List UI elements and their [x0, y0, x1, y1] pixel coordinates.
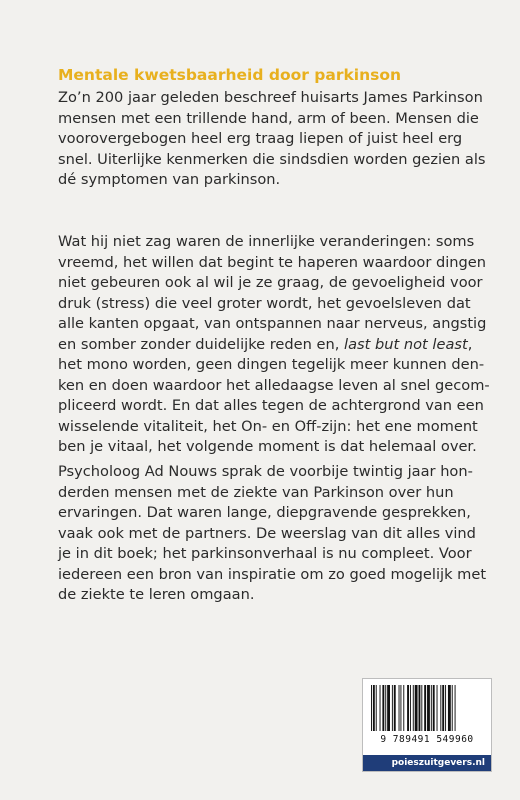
text-line-with-emphasis: en somber zonder duidelijke reden en, last but not least,	[58, 335, 473, 353]
text-line: dé symptomen van parkinson.	[58, 171, 281, 188]
heading: Mentale kwetsbaarheid door parkinson	[58, 66, 402, 84]
text-line: vaak ook met de partners. De weerslag van dit alles vind	[58, 524, 476, 542]
publisher-url: poieszuitgevers.nl	[391, 758, 485, 768]
text-line: vreemd, het willen dat begint te haperen waardoor dingen	[58, 253, 487, 271]
text-line: ervaringen. Dat waren lange, diepgravende gesprekken,	[58, 504, 471, 521]
text-line: Zo’n 200 jaar geleden beschreef huisarts James Parkinson	[58, 89, 483, 106]
paragraph-book	[58, 462, 487, 606]
paragraph-changes	[58, 232, 490, 458]
barcode-icon	[369, 685, 485, 733]
text-line: pliceerd wordt. En dat alles tegen de achtergrond van een	[58, 397, 484, 414]
text-line: ben je vitaal, het volgende moment is dat helemaal over.	[58, 438, 477, 455]
text-line: voorovergebogen heel erg traag liepen of juist heel erg	[58, 130, 463, 147]
barcode-label	[362, 678, 492, 772]
text-line: en somber zonder duidelijke reden en,	[58, 335, 340, 353]
emphasis-text: last but not least	[344, 335, 468, 353]
text-line: de ziekte te leren omgaan.	[58, 586, 255, 603]
publisher-bar	[363, 755, 491, 771]
text-line: derden mensen met de ziekte van Parkinson over hun	[58, 483, 454, 501]
paragraph-intro	[58, 88, 486, 191]
text-line: iedereen een bron van inspiratie om zo goed mogelijk met	[58, 565, 487, 583]
text-line: Wat hij niet zag waren de innerlijke veranderingen: soms	[58, 233, 475, 250]
text-line: druk (stress) die veel groter wordt, het gevoelsleven dat	[58, 294, 471, 312]
text-line: alle kanten opgaat, van ontspannen naar nerveus, angstig	[58, 315, 487, 332]
isbn-number: 9 789491 549960	[380, 734, 474, 745]
text-line: ken en doen waardoor het alledaagse leven al snel gecom-	[58, 376, 490, 394]
text-line: het mono worden, geen dingen tegelijk meer kunnen den-	[58, 356, 485, 373]
text-line: niet gebeuren ook al wil je ze graag, de gevoeligheid voor	[58, 274, 483, 291]
text-line: wisselende vitaliteit, het On- en Off-zijn: het ene moment	[58, 417, 478, 435]
text-line: mensen met een trillende hand, arm of been. Mensen die	[58, 109, 479, 127]
text-line: Psycholoog Ad Nouws sprak de voorbije twintig jaar hon-	[58, 463, 473, 480]
text-line: je in dit boek; het parkinsonverhaal is nu compleet. Voor	[58, 545, 472, 562]
text-line: snel. Uiterlijke kenmerken die sindsdien worden gezien als	[58, 150, 486, 168]
